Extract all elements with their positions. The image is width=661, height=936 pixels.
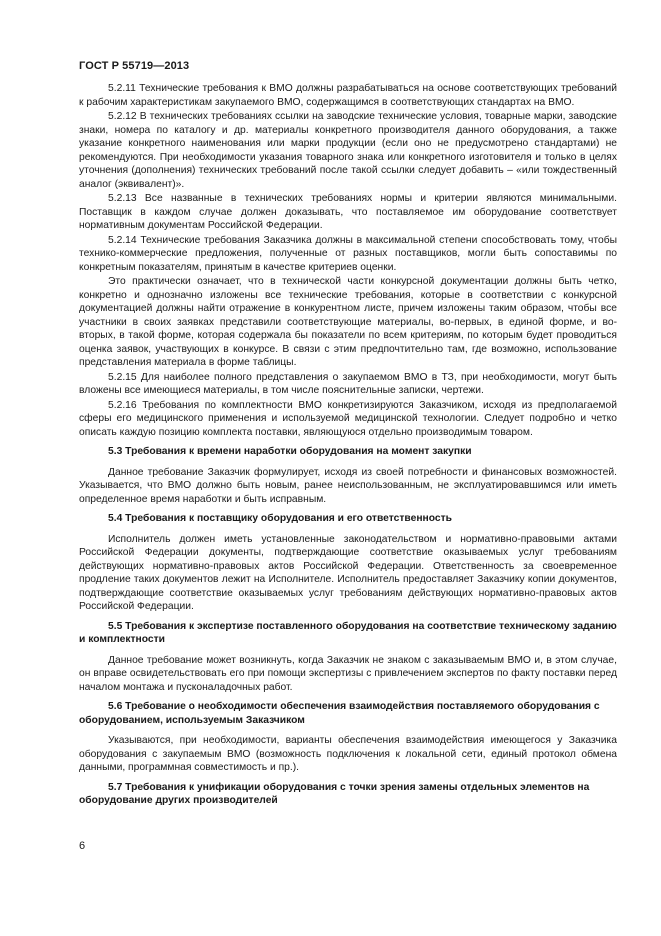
document-header: ГОСТ Р 55719—2013 — [79, 60, 190, 72]
page-number: 6 — [79, 840, 86, 852]
paragraph: Данное требование может возникнуть, когда Заказчик не знаком с заказываемым ВМО и, в этом случае, он вправе освидетельствовать его при помощи экспертизы с привлечением экспертов по факту поставки перед началом монтажа и пусконаладочных работ. — [79, 654, 617, 693]
paragraph: 5.2.13 Все названные в технических требованиях нормы и критерии являются минимальными. Поставщик в каждом случае должен доказывать, что поставляемое им оборудование соответствует нормативным документам Российской Федерации. — [79, 193, 617, 231]
section-heading: 5.3 Требования к времени наработки оборудования на момент закупки — [108, 446, 472, 457]
paragraph: Указываются, при необходимости, варианты обеспечения взаимодействия имеющегося у Заказчика оборудования с закупаемым ВМО (возможность подключения к локальной сети, единый протокол обмена данными, программная совместимость и пр.). — [79, 735, 617, 773]
paragraph: Данное требование Заказчик формулирует, исходя из своей потребности и финансовых возможностей. Указывается, что ВМО должно быть новым, ранее неиспользованным, не эксплуатировавшимся или иметь определенное время наработки и быть исправным. — [79, 466, 617, 505]
section-heading: 5.4 Требования к поставщику оборудования и его ответственность — [108, 513, 453, 524]
paragraph: Это практически означает, что в технической части конкурсной документации должны быть четко, конкретно и однозначно изложены все технические требования, которые в соответствии с конкурсной документацией должны найти отражение в конкурентном листе, причем изложены таким образом, чтобы все участники в своих заявках представили соответствующие материалы, во-первых, в единой форме, и во-вторых, в такой форме, которая содержала бы показатели по всем критериям, по которым будет проводиться оценка заявок, участвующих в конкурсе. В связи с этим предпочтительно там, где возможно, использование представления материала в форме таблицы. — [79, 276, 617, 368]
section-heading: 5.5 Требования к экспертизе поставленного оборудования на соответствие техническому заданию и комплектности — [79, 620, 617, 645]
paragraph: 5.2.16 Требования по комплектности ВМО конкретизируются Заказчиком, исходя из предполагаемой сферы его медицинского применения и используемой медицинской технологии. Следует подробно и четко описать каждую позицию комплекта поставки, являющуюся отдельно производимым товаром. — [79, 399, 617, 438]
paragraph: 5.2.11 Технические требования к ВМО должны разрабатываться на основе соответствующих требований к рабочим характеристикам закупаемого ВМО, содержащимся в соответствующих стандартах на ВМО. — [79, 83, 617, 108]
paragraph: 5.2.12 В технических требованиях ссылки на заводские технические условия, товарные марки, заводские знаки, номера по каталогу и др. материалы конкретного производителя данного оборудования, а также указание конкретного наименования или марки продукции (если оно не предусмотрено стандартами) не рекомендуются. При необходимости указания товарного знака или конкретного изготовителя и только в целях уточнения (дополнения) технических требований после такой ссылки следует добавить – «или тождественный аналог (эквивалент)». — [79, 111, 617, 190]
section-heading: 5.7 Требования к унификации оборудования с точки зрения замены отдельных элементов на оборудование других производителей — [79, 781, 590, 806]
paragraph: 5.2.14 Технические требования Заказчика должны в максимальной степени способствовать тому, чтобы технико-коммерческие предложения, полученные от разных поставщиков, могли быть сопоставимы по конкретным показателям, принятым в качестве критериев оценки. — [79, 234, 617, 273]
paragraph: 5.2.15 Для наиболее полного представления о закупаемом ВМО в ТЗ, при необходимости, могут быть вложены все имеющиеся материалы, в том числе пояснительные записки, чертежи. — [79, 371, 617, 396]
document-body — [79, 82, 617, 815]
paragraph: Исполнитель должен иметь установленные законодательством и нормативно-правовыми актами Российской Федерации документы, подтверждающие соответствие оказываемых услуг требованиям действующих нормативно-правовых актов Российской Федерации. Ответственность за своевременное продление таких документов лежит на Исполнителе. Исполнитель предоставляет Заказчику копии документов, подтверждающие соответствие оказываемых услуг требованиям действующих нормативно-правовых актов Российской Федерации. — [79, 533, 617, 612]
section-heading: 5.6 Требование о необходимости обеспечения взаимодействия поставляемого оборудования с оборудованием, используемым Заказчиком — [79, 701, 600, 726]
